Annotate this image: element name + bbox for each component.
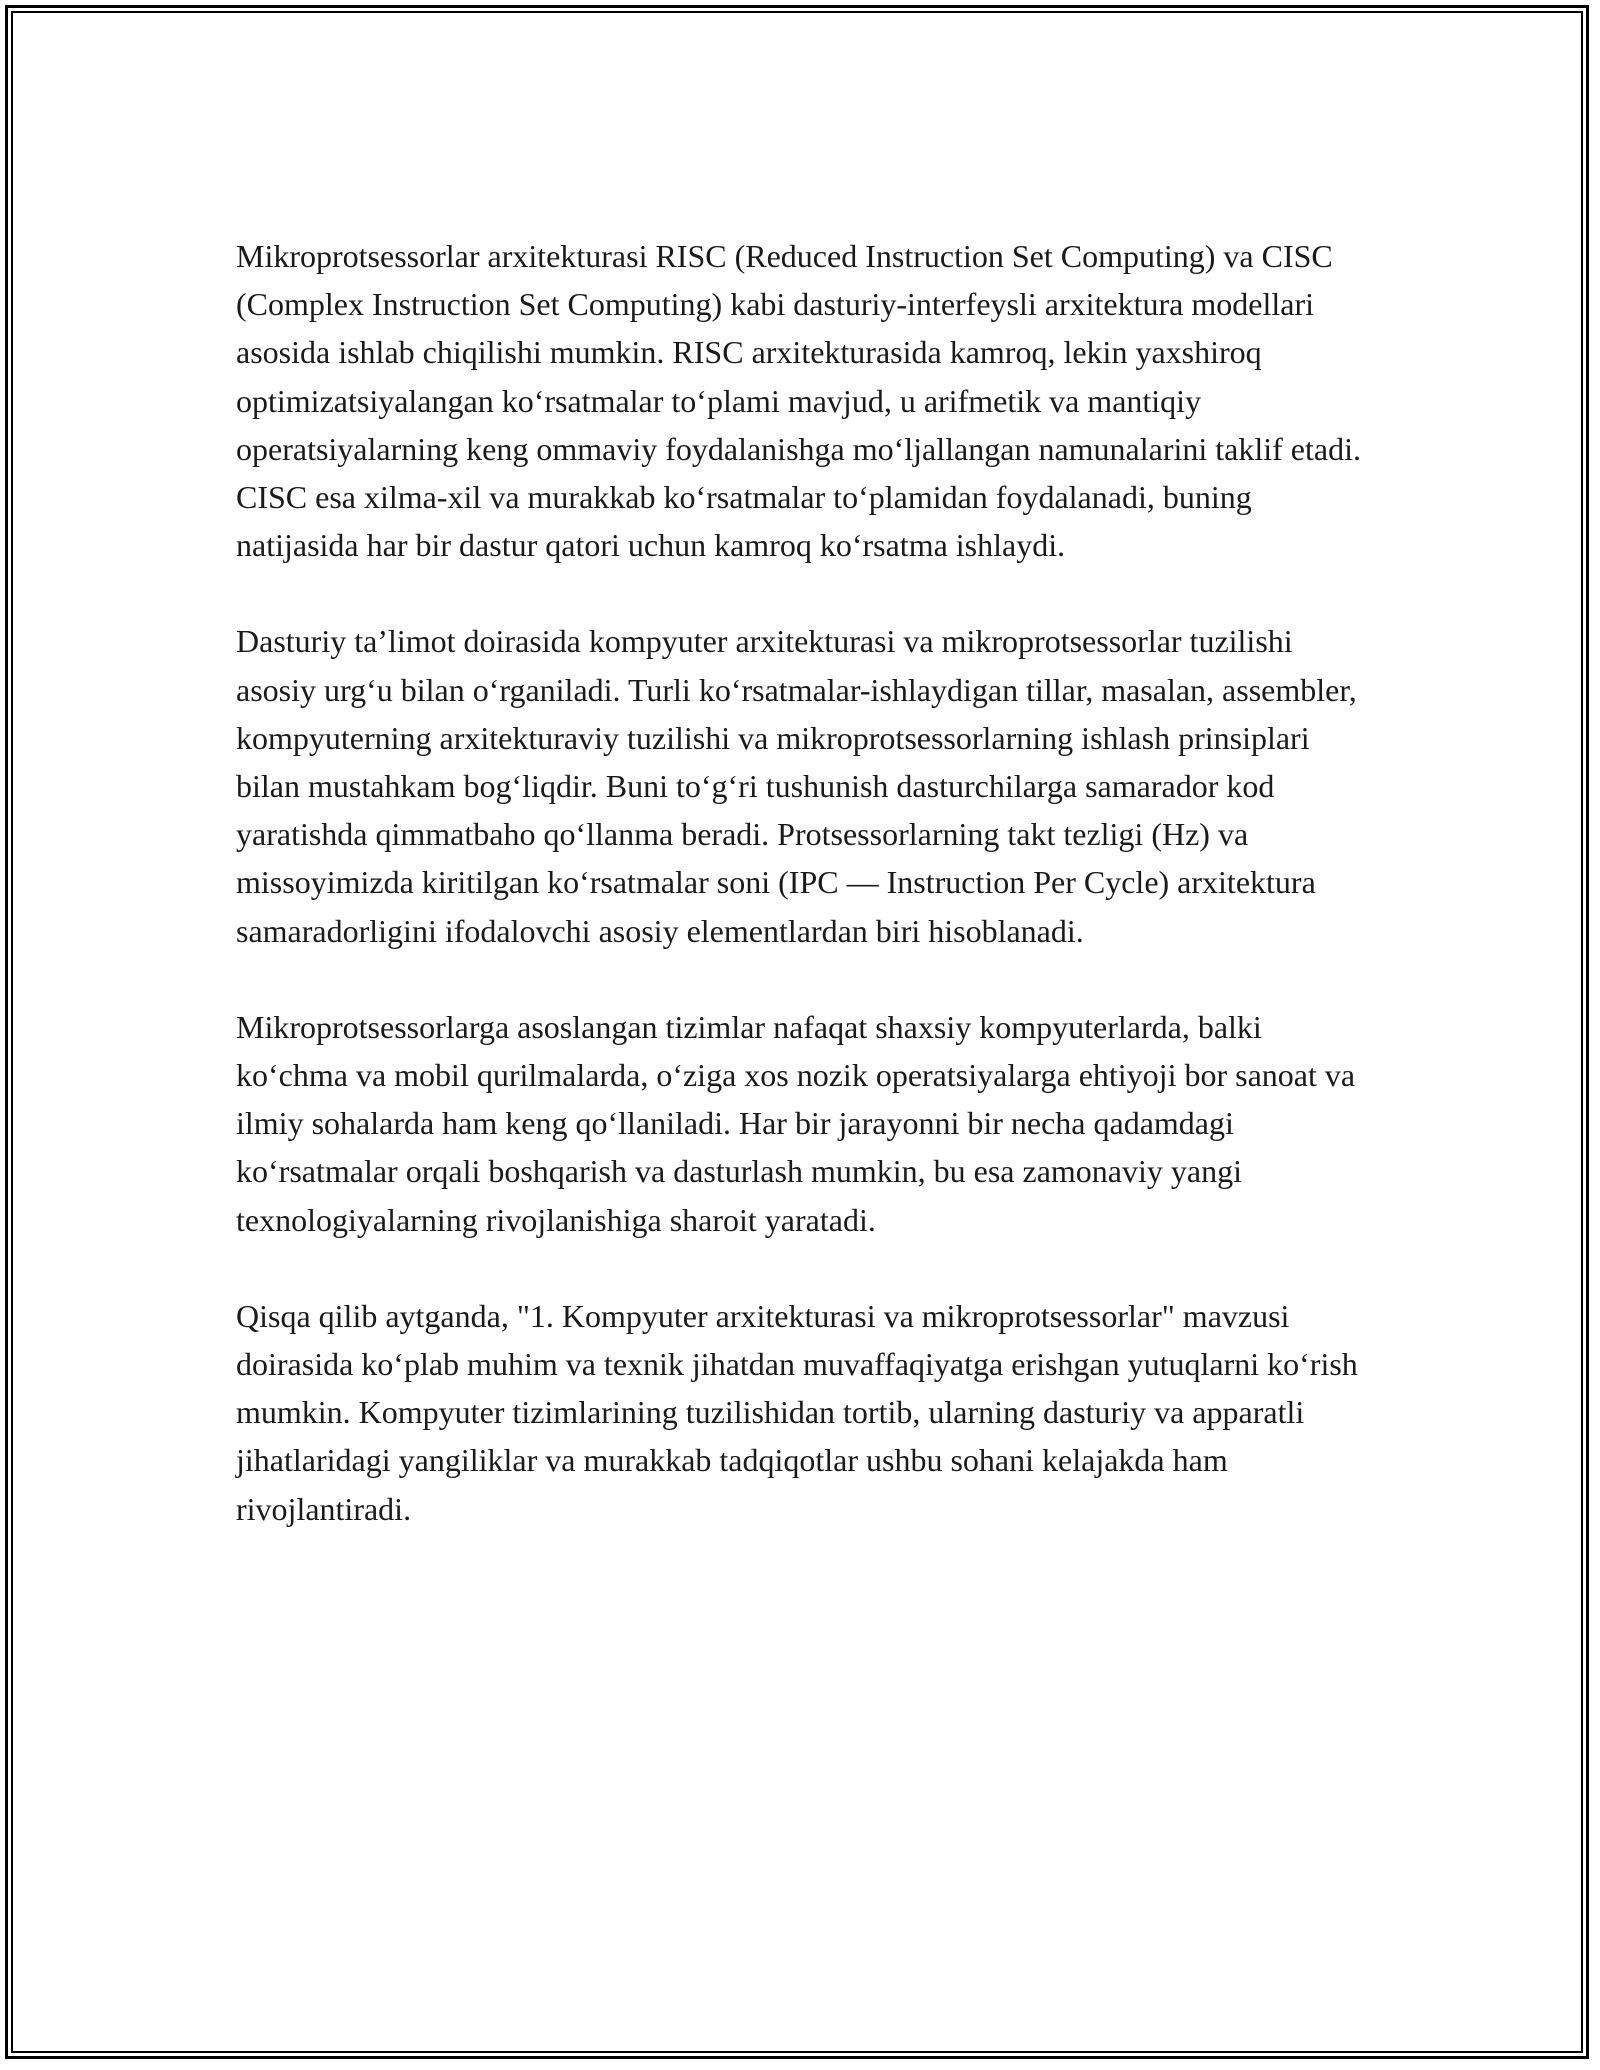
paragraph-conclusion: Qisqa qilib aytganda, "1. Kompyuter arxitekturasi va mikroprotsessorlar" mavzusi doirasida koʻplab muhim va texnik jihatdan muvaffaqiyatga erishgan yutuqlarni koʻrish mumkin. Kompyuter tizimlarining tuzilishidan tortib, ularning dasturiy va apparatli jihatlaridagi yangiliklar va murakkab tadqiqotlar ushbu sohani kelajakda ham rivojlantiradi. (236, 1297, 1358, 1527)
document-body (236, 232, 1366, 1581)
paragraph-programming-education: Dasturiy taʼlimot doirasida kompyuter arxitekturasi va mikroprotsessorlar tuzilishi asosiy urgʻu bilan oʻrganiladi. Turli koʻrsatmalar-ishlaydigan tillar, masalan, assembler, kompyuterning arxitekturaviy tuzilishi va mikroprotsessorlarning ishlash prinsiplari bilan mustahkam bogʻliqdir. Buni toʻgʻri tushunish dasturchilarga samarador kod yaratishda qimmatbaho qoʻllanma beradi. Protsessorlarning takt tezligi (Hz) va missoyimizda kiritilgan koʻrsatmalar soni (IPC — Instruction Per Cycle) arxitektura samaradorligini ifodalovchi asosiy elementlardan biri hisoblanadi. (236, 623, 1357, 949)
paragraph-applications: Mikroprotsessorlarga asoslangan tizimlar nafaqat shaxsiy kompyuterlarda, balki koʻchma va mobil qurilmalarda, oʻziga xos nozik operatsiyalarga ehtiyoji bor sanoat va ilmiy sohalarda ham keng qoʻllaniladi. Har bir jarayonni bir necha qadamdagi koʻrsatmalar orqali boshqarish va dasturlash mumkin, bu esa zamonaviy yangi texnologiyalarning rivojlanishiga sharoit yaratadi. (236, 1008, 1356, 1238)
paragraph-risc-cisc: Mikroprotsessorlar arxitekturasi RISC (Reduced Instruction Set Computing) va CISC (Complex Instruction Set Computing) kabi dasturiy-interfeysli arxitektura modellari asosida ishlab chiqilishi mumkin. RISC arxitekturasida kamroq, lekin yaxshiroq optimizatsiyalangan koʻrsatmalar toʻplami mavjud, u arifmetik va mantiqiy operatsiyalarning keng ommaviy foydalanishga moʻljallangan namunalarini taklif etadi. CISC esa xilma-xil va murakkab koʻrsatmalar toʻplamidan foydalanadi, buning natijasida har bir dastur qatori uchun kamroq koʻrsatma ishlaydi. (236, 238, 1361, 564)
